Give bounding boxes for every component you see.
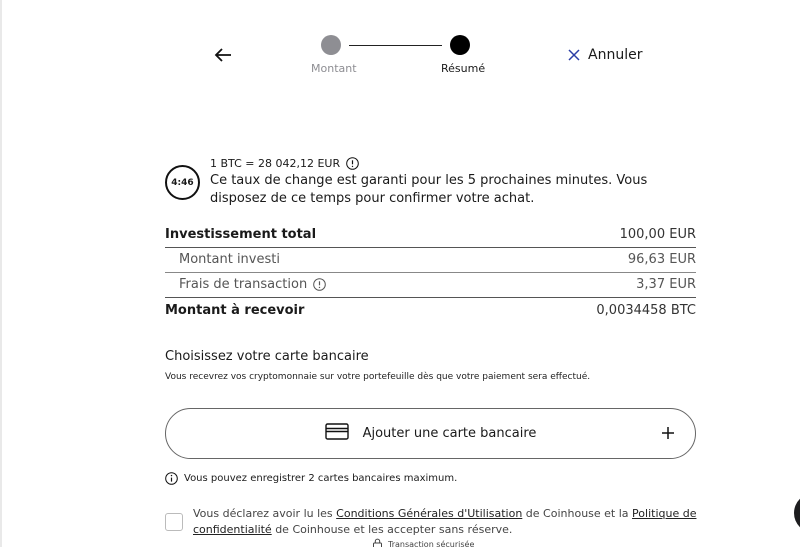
- info-icon: [165, 472, 178, 485]
- privacy-policy-link[interactable]: Politique de confidentialité: [193, 507, 697, 536]
- secure-transaction: [372, 538, 474, 547]
- terms-text-part: de Coinhouse et la: [522, 507, 633, 520]
- summary-row-total: [165, 222, 696, 247]
- exchange-rate: [210, 157, 359, 170]
- add-card-label: Ajouter une carte bancaire: [362, 426, 537, 441]
- plus-icon: [659, 424, 677, 442]
- page-edge: [0, 0, 2, 547]
- fees-value: 3,37 EUR: [636, 277, 696, 292]
- step-label-montant: Montant: [311, 62, 357, 75]
- info-icon[interactable]: [313, 278, 326, 291]
- terms-checkbox[interactable]: [165, 513, 183, 531]
- card-limit-text: Vous pouvez enregistrer 2 cartes bancaires maximum.: [184, 473, 458, 484]
- chat-button[interactable]: [794, 493, 800, 533]
- info-icon[interactable]: [346, 157, 359, 170]
- step-dot-montant: [321, 35, 341, 55]
- terms-text-part: de Coinhouse et les accepter sans réserve.: [271, 523, 513, 536]
- invested-label: Montant investi: [179, 252, 280, 267]
- terms-text-part: Vous déclarez avoir lu les: [193, 507, 337, 520]
- step-dot-resume: [450, 35, 470, 55]
- summary-row-invested: [165, 247, 696, 272]
- card-section-title: Choisissez votre carte bancaire: [165, 349, 369, 364]
- fees-label: Frais de transaction: [179, 277, 308, 292]
- add-card-button[interactable]: [165, 408, 696, 459]
- receive-value: 0,0034458 BTC: [596, 303, 696, 318]
- back-arrow-icon[interactable]: [212, 44, 234, 66]
- summary-row-receive: [165, 298, 696, 323]
- exchange-rate-text: 1 BTC = 28 042,12 EUR: [210, 157, 341, 170]
- cancel-label: Annuler: [588, 47, 643, 63]
- rate-guarantee-text: Ce taux de change est garanti pour les 5 prochaines minutes. Vous disposez de ce temps pour confirmer votre achat.: [210, 173, 648, 206]
- step-label-resume: Résumé: [441, 62, 486, 75]
- credit-card-icon: [325, 423, 349, 444]
- lock-icon: [372, 538, 383, 547]
- receive-label: Montant à recevoir: [165, 303, 305, 318]
- total-value: 100,00 EUR: [619, 227, 696, 242]
- total-label: Investissement total: [165, 227, 317, 242]
- summary-row-fees: [165, 272, 696, 297]
- card-section-description: Vous recevrez vos cryptomonnaie sur votre portefeuille dès que votre paiement sera effectué.: [165, 372, 591, 382]
- terms-of-use-link[interactable]: Conditions Générales d'Utilisation: [336, 507, 523, 520]
- fees-label-wrap: [165, 277, 326, 292]
- countdown-timer: 4:46: [165, 165, 200, 200]
- secure-label: Transaction sécurisée: [388, 540, 475, 547]
- cancel-button[interactable]: [568, 45, 642, 65]
- invested-value: 96,63 EUR: [627, 252, 696, 267]
- close-icon: [568, 46, 580, 65]
- terms-text: [193, 506, 698, 538]
- step-connector: [349, 45, 442, 46]
- card-limit-notice: [165, 472, 457, 485]
